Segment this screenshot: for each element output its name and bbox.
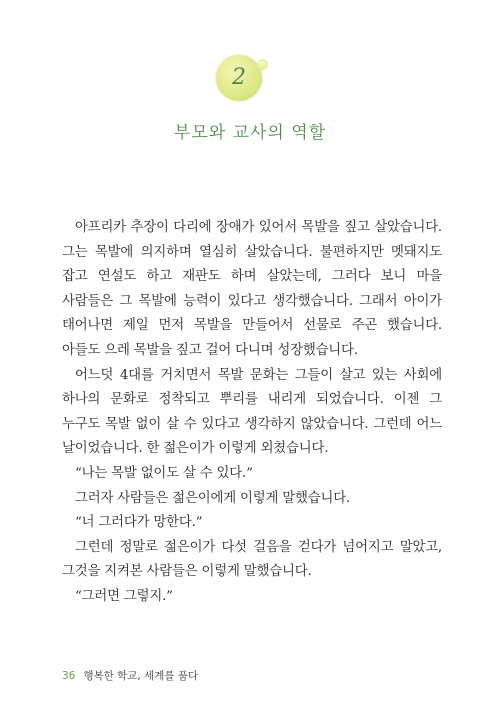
paragraph: 아프리카 추장이 다리에 장애가 있어서 목발을 짚고 살았습니다. 그는 목발에 의지하며 열심히 살았습니다. 불편하지만 멧돼지도 잡고 연설도 하고 재판도 하며 살았는데, 그러다 보니 마을 사람들은 그 목발에 능력이 있다고 생각했습니다. 그래서 아이가 태어나면 제일 먼저 목발을 만들어서 선물로 주곤 했습니다. 아들도 으레 목발을 짚고 걸어 다니며 성장했습니다. xyxy=(62,220,442,358)
quote-paragraph: “나는 목발 없이도 살 수 있다.” xyxy=(75,465,253,481)
chapter-number-badge xyxy=(216,55,262,101)
paragraph: 그러자 사람들은 젊은이에게 이렇게 말했습니다. xyxy=(75,490,350,506)
chapter-number: 2 xyxy=(232,65,246,90)
body-text xyxy=(62,216,442,610)
page-footer xyxy=(62,668,198,683)
paragraph: 어느덧 4대를 거치면서 목발 문화는 그들이 살고 있는 사회에 하나의 문화로 정착되고 뿌리를 내리게 되었습니다. 이젠 그 누구도 목발 없이 살 수 있다고 생각하지 않았습니다. 그런데 어느 날이었습니다. 한 젊은이가 이렇게 외쳤습니다. xyxy=(62,367,442,457)
page-number: 36 xyxy=(62,670,76,682)
quote-paragraph: “그러면 그렇지.” xyxy=(75,588,173,604)
paragraph: 그런데 정말로 젊은이가 다섯 걸음을 걷다가 넘어지고 말았고, 그것을 지켜본 사람들은 이렇게 말했습니다. xyxy=(62,539,442,580)
chapter-title: 부모와 교사의 역할 xyxy=(173,123,327,143)
quote-paragraph: “너 그러다가 망한다.” xyxy=(75,515,203,531)
book-title: 행복한 학교, 세계를 품다 xyxy=(83,670,199,682)
badge-decoration-dot xyxy=(257,59,268,70)
